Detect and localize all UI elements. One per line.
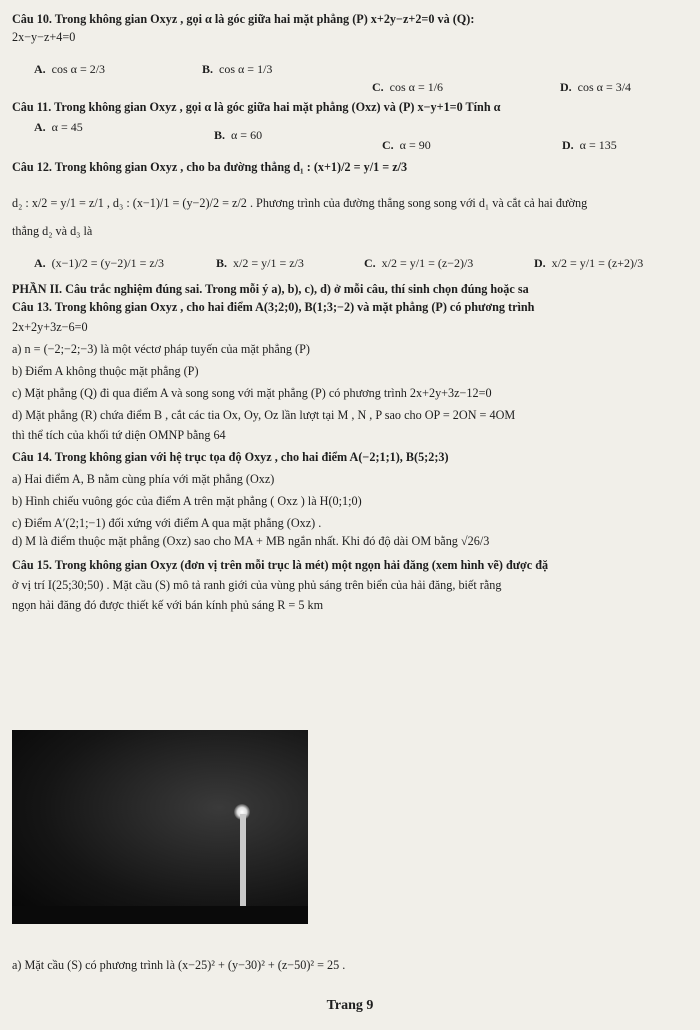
q10-option-a-text: cos α = 2/3: [51, 62, 106, 76]
q10-stem-cont: 2x−y−z+4=0: [12, 30, 76, 44]
q10-option-b-text: cos α = 1/3: [219, 62, 273, 76]
q12-option-d[interactable]: D. x/2 = y/1 = (z+2)/3: [534, 256, 644, 270]
q14-stem: Câu 14. Trong không gian với hệ trục tọa độ Oxyz , cho hai điểm A(−2;1;1), B(5;2;3): [12, 450, 449, 464]
q11-option-d[interactable]: D. α = 135: [562, 138, 617, 152]
q13-item-d-cont: thì thể tích của khối tứ diện OMNP bằng 64: [12, 428, 226, 442]
page-number: Trang 9: [326, 998, 374, 1013]
q13-item-d[interactable]: d) Mặt phẳng (R) chứa điểm B , cắt các tia Ox, Oy, Oz lần lượt tại M , N , P sao cho OP = 2ON = 4OM: [12, 408, 516, 422]
q11-option-c-text: α = 90: [399, 138, 431, 152]
q14-item-d[interactable]: d) M là điểm thuộc mặt phẳng (Oxz) sao cho MA + MB ngắn nhất. Khi đó độ dài OM bằng √26/3: [12, 534, 490, 548]
q14-item-c[interactable]: c) Điểm A′(2;1;−1) đối xứng với điểm A qua mặt phẳng (Oxz) .: [12, 516, 322, 530]
q12-stem-cont: d₂ : x/2 = y/1 = z/1 , d₃ : (x−1)/1 = (y−2)/2 = z/2 . Phương trình của đường thẳng song song với d₁ và cắt cả hai đường: [12, 196, 588, 210]
q10-stem: Câu 10. Trong không gian Oxyz , gọi α là góc giữa hai mặt phẳng (P) x+2y−z+2=0 và (Q):: [12, 12, 475, 26]
q10-option-b[interactable]: B. cos α = 1/3: [202, 62, 273, 76]
q10-option-a[interactable]: A. cos α = 2/3: [34, 62, 106, 76]
q11-stem: Câu 11. Trong không gian Oxyz , gọi α là góc giữa hai mặt phẳng (Oxz) và (P) x−y+1=0 Tính α: [12, 100, 501, 114]
q12-option-d-text: x/2 = y/1 = (z+2)/3: [551, 256, 644, 270]
q11-option-b-text: α = 60: [231, 128, 263, 142]
q12-option-c[interactable]: C. x/2 = y/1 = (z−2)/3: [364, 256, 474, 270]
q13-stem-cont: 2x+2y+3z−6=0: [12, 320, 88, 334]
q15-stem: Câu 15. Trong không gian Oxyz (đơn vị trên mỗi trục là mét) một ngọn hải đăng (xem hình vẽ) được đặ: [12, 558, 549, 572]
part2-heading: PHẦN II. Câu trắc nghiệm đúng sai. Trong mỗi ý a), b), c), d) ở mỗi câu, thí sinh chọn đúng hoặc sa: [12, 282, 529, 296]
q11-option-c[interactable]: C. α = 90: [382, 138, 431, 152]
q13-item-b[interactable]: b) Điểm A không thuộc mặt phẳng (P): [12, 364, 199, 378]
q11-option-a[interactable]: A. α = 45: [34, 120, 83, 134]
q15-stem-cont: ở vị trí I(25;30;50) . Mặt cầu (S) mô tả ranh giới của vùng phủ sáng trên biển của hải đăng, biết rằng: [12, 578, 502, 592]
q12-option-c-text: x/2 = y/1 = (z−2)/3: [381, 256, 474, 270]
q13-item-a[interactable]: a) n = (−2;−2;−3) là một véctơ pháp tuyến của mặt phẳng (P): [12, 342, 310, 356]
q10-option-c[interactable]: C. cos α = 1/6: [372, 80, 444, 94]
q12-stem-end: thẳng d₂ và d₃ là: [12, 224, 93, 238]
lighthouse-photo: [12, 730, 308, 924]
q12-option-a[interactable]: A. (x−1)/2 = (y−2)/1 = z/3: [34, 256, 165, 270]
q12-option-b[interactable]: B. x/2 = y/1 = z/3: [216, 256, 304, 270]
q10-option-d[interactable]: D. cos α = 3/4: [560, 80, 632, 94]
q12-option-b-text: x/2 = y/1 = z/3: [233, 256, 304, 270]
q13-stem: Câu 13. Trong không gian Oxyz , cho hai điểm A(3;2;0), B(1;3;−2) và mặt phẳng (P) có phương trình: [12, 300, 535, 314]
lighthouse-ground: [12, 906, 308, 924]
q12-stem: Câu 12. Trong không gian Oxyz , cho ba đường thẳng d₁ : (x+1)/2 = y/1 = z/3: [12, 160, 408, 174]
q12-option-a-text: (x−1)/2 = (y−2)/1 = z/3: [51, 256, 165, 270]
q15-stem-end: ngọn hải đăng đó được thiết kế với bán kính phủ sáng R = 5 km: [12, 598, 324, 612]
q14-item-a[interactable]: a) Hai điểm A, B nằm cùng phía với mặt phẳng (Oxz): [12, 472, 275, 486]
q13-item-c[interactable]: c) Mặt phẳng (Q) đi qua điểm A và song song với mặt phẳng (P) có phương trình 2x+2y+3z−12=0: [12, 386, 492, 400]
q15-item-a[interactable]: a) Mặt cầu (S) có phương trình là (x−25)² + (y−30)² + (z−50)² = 25 .: [12, 958, 346, 972]
q10-option-d-text: cos α = 3/4: [577, 80, 632, 94]
lighthouse-tower: [240, 814, 246, 906]
q11-option-d-text: α = 135: [579, 138, 617, 152]
q10-option-c-text: cos α = 1/6: [389, 80, 444, 94]
q11-option-b[interactable]: B. α = 60: [214, 128, 263, 142]
q11-option-a-text: α = 45: [51, 120, 83, 134]
q14-item-b[interactable]: b) Hình chiếu vuông góc của điểm A trên mặt phẳng ( Oxz ) là H(0;1;0): [12, 494, 362, 508]
